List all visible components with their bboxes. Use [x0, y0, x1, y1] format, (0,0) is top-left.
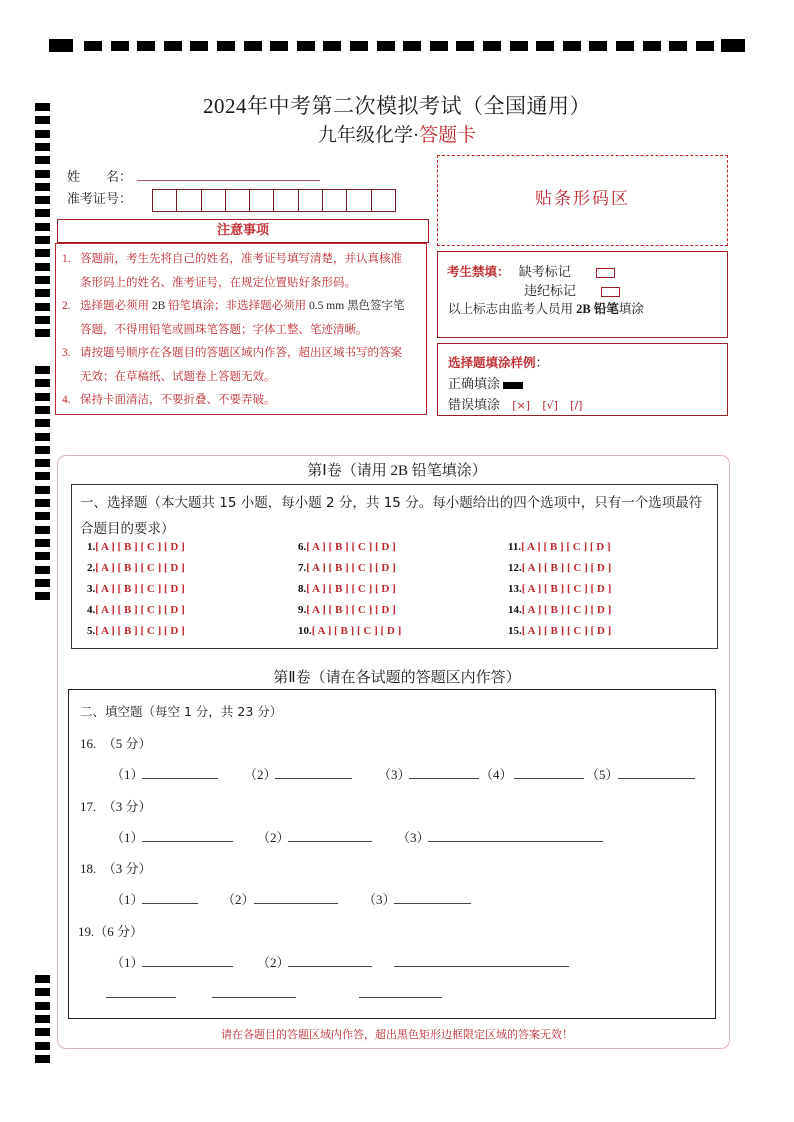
q18-part1-label: （1）	[111, 892, 144, 907]
q16-blank-2[interactable]	[275, 778, 352, 779]
timing-mark	[563, 41, 581, 51]
part1-title: 第Ⅰ卷（请用 2B 铅笔填涂）	[307, 463, 487, 479]
exam-id-boxes	[153, 189, 396, 212]
fill-in-blank-box	[68, 689, 716, 1019]
timing-mark	[35, 209, 50, 217]
q19-blank-1[interactable]	[142, 966, 233, 967]
mc-question-10	[298, 625, 401, 637]
q16-blank-4[interactable]	[514, 778, 584, 779]
timing-mark	[35, 156, 50, 164]
timing-mark	[49, 39, 73, 52]
question-number: 1.	[87, 541, 96, 553]
part2-title: 第Ⅱ卷（请在各试题的答题区内作答）	[273, 670, 521, 686]
q19-part1-label: （1）	[111, 955, 144, 970]
exam-id-digit-box[interactable]	[249, 189, 274, 212]
question-number: 10.	[298, 625, 312, 637]
q16-blank-3[interactable]	[409, 778, 479, 779]
question-number: 15.	[508, 625, 522, 637]
timing-mark	[350, 41, 368, 51]
timing-mark	[270, 41, 288, 51]
answer-options[interactable]: [ A ] [ B ] [ C ] [ D ]	[306, 562, 396, 574]
notice-heading: 注意事项	[57, 219, 429, 243]
q16-part2-label: （2）	[244, 767, 277, 782]
examiner-only-label: 考生禁填：	[447, 264, 510, 279]
timing-mark	[297, 41, 315, 51]
timing-mark	[35, 539, 50, 547]
fill-sample-box: 选择题填涂样例： 正确填涂 错误填涂 [×] [√] [/]	[437, 343, 728, 416]
timing-mark	[35, 379, 50, 387]
timing-mark	[35, 566, 50, 574]
timing-mark	[35, 303, 50, 311]
answer-options[interactable]: [ A ] [ B ] [ C ] [ D ]	[306, 604, 396, 616]
timing-mark	[323, 41, 341, 51]
timing-mark	[669, 41, 687, 51]
timing-mark	[35, 579, 50, 587]
q16-blank-1[interactable]	[142, 778, 218, 779]
question-number: 2.	[87, 562, 96, 574]
timing-mark	[35, 526, 50, 534]
timing-mark	[84, 41, 102, 51]
answer-options[interactable]: [ A ] [ B ] [ C ] [ D ]	[521, 562, 612, 574]
timing-mark	[35, 289, 50, 297]
timing-mark	[35, 329, 50, 337]
mc-question-3	[87, 583, 185, 595]
wrong-fill-slash: [/]	[570, 399, 583, 412]
correct-fill-label: 正确填涂	[448, 376, 501, 391]
timing-mark	[111, 41, 129, 51]
answer-options[interactable]: [ A ] [ B ] [ C ] [ D ]	[95, 625, 185, 637]
q17-part2-label: （2）	[257, 830, 290, 845]
notice-body	[55, 243, 427, 415]
notice-item-3: 3. 请按题号顺序在各题目的答题区域内作答，超出区域书写的答案 无效；在草稿纸、试题卷上答题无效。	[62, 347, 402, 383]
correct-fill-example	[503, 382, 523, 389]
q17-part1-label: （1）	[111, 830, 144, 845]
name-field[interactable]	[137, 180, 320, 181]
q18-blank-3[interactable]	[394, 903, 471, 904]
timing-mark	[35, 196, 50, 204]
answer-options[interactable]: [ A ] [ B ] [ C ] [ D ]	[306, 541, 396, 553]
q19-blank-2[interactable]	[288, 966, 372, 967]
q18-part2-label: （2）	[222, 892, 255, 907]
timing-mark	[35, 1042, 50, 1050]
exam-id-digit-box[interactable]	[371, 189, 396, 212]
absent-mark-label: 缺考标记	[518, 264, 571, 279]
q16-part5-label: （5）	[586, 767, 619, 782]
timing-mark	[35, 406, 50, 414]
exam-id-digit-box[interactable]	[201, 189, 226, 212]
wrong-fill-cross: [×]	[512, 399, 531, 412]
timing-mark	[510, 41, 528, 51]
q19-blank-6[interactable]	[359, 997, 442, 998]
timing-mark	[35, 316, 50, 324]
violation-mark-box[interactable]	[601, 287, 620, 297]
examiner-only-box: 考生禁填： 缺考标记 违纪标记 以上标志由监考人员用 2B 铅笔填涂	[437, 251, 728, 338]
timing-mark	[35, 223, 50, 231]
answer-options[interactable]: [ A ] [ B ] [ C ] [ D ]	[95, 583, 185, 595]
subtitle-subject: 九年级化学·	[317, 125, 420, 146]
mc-question-12	[508, 562, 611, 574]
examiner-note: 以上标志由监考人员用	[448, 302, 577, 316]
wrong-fill-label: 错误填涂	[448, 397, 501, 412]
mc-question-4	[87, 604, 185, 616]
timing-mark	[35, 183, 50, 191]
answer-options[interactable]: [ A ] [ B ] [ C ] [ D ]	[95, 562, 185, 574]
q19-blank-4[interactable]	[106, 997, 176, 998]
question-number: 12.	[508, 562, 522, 574]
timing-mark	[35, 170, 50, 178]
answer-options[interactable]: [ A ] [ B ] [ C ] [ D ]	[95, 541, 185, 553]
mc-question-11	[508, 541, 611, 553]
wrong-fill-check: [√]	[542, 399, 558, 412]
mc-question-1	[87, 541, 185, 553]
multiple-choice-heading: 一、选择题（本大题共 15 小题，每小题 2 分，共 15 分。每小题给出的四个选项中，只有一个选项最符 合题目的要求）	[80, 495, 703, 537]
mc-question-9	[298, 604, 396, 616]
exam-id-label: 准考证号：	[67, 191, 133, 206]
question-number: 9.	[298, 604, 307, 616]
q16-part4-label: （4）	[480, 767, 513, 782]
timing-mark	[403, 41, 421, 51]
notice-item-4: 4. 保持卡面清洁，不要折叠、不要弄破。	[62, 394, 276, 406]
q19-blank-3[interactable]	[394, 966, 569, 967]
question-number: 14.	[508, 604, 522, 616]
timing-mark	[643, 41, 661, 51]
exam-id-digit-box[interactable]	[346, 189, 371, 212]
q19-label: 19.（6 分）	[78, 924, 144, 939]
question-number: 5.	[87, 625, 96, 637]
mc-question-6	[298, 541, 396, 553]
question-number: 3.	[87, 583, 96, 595]
timing-mark	[377, 41, 395, 51]
timing-mark	[616, 41, 634, 51]
answer-options[interactable]: [ A ] [ B ] [ C ] [ D ]	[521, 541, 611, 553]
q17-label: 17. （3 分）	[80, 799, 152, 814]
answer-options[interactable]: [ A ] [ B ] [ C ] [ D ]	[521, 604, 612, 616]
timing-mark	[35, 592, 50, 600]
mc-question-8	[298, 583, 396, 595]
timing-mark	[35, 366, 50, 374]
timing-mark	[456, 41, 474, 51]
exam-id-digit-box[interactable]	[298, 189, 323, 212]
q16-part3-label: （3）	[378, 767, 411, 782]
timing-mark	[35, 419, 50, 427]
violation-mark-label: 违纪标记	[524, 283, 577, 298]
fill-in-heading: 二、填空题（每空 1 分，共 23 分）	[80, 704, 283, 719]
q17-part3-label: （3）	[397, 830, 430, 845]
question-number: 6.	[298, 541, 307, 553]
q17-blank-1[interactable]	[142, 841, 233, 842]
timing-mark	[696, 41, 714, 51]
page-subtitle	[0, 120, 794, 147]
mc-question-7	[298, 562, 396, 574]
q18-blank-2[interactable]	[254, 903, 338, 904]
timing-mark	[35, 1055, 50, 1063]
timing-mark	[35, 433, 50, 441]
timing-mark	[35, 1002, 50, 1010]
timing-mark	[721, 39, 745, 52]
answer-options[interactable]: [ A ] [ B ] [ C ] [ D ]	[306, 583, 396, 595]
timing-mark	[164, 41, 182, 51]
timing-mark	[35, 512, 50, 520]
mc-question-14	[508, 604, 611, 616]
exam-id-digit-box[interactable]	[273, 189, 298, 212]
question-number: 4.	[87, 604, 96, 616]
answer-options[interactable]: [ A ] [ B ] [ C ] [ D ]	[311, 625, 402, 637]
timing-mark	[35, 975, 50, 983]
timing-mark	[35, 236, 50, 244]
subtitle-card: 答题卡	[419, 125, 477, 146]
answer-options[interactable]: [ A ] [ B ] [ C ] [ D ]	[95, 604, 185, 616]
timing-mark	[536, 41, 554, 51]
mc-question-5	[87, 625, 185, 637]
answer-options[interactable]: [ A ] [ B ] [ C ] [ D ]	[521, 583, 612, 595]
notice-item-2: 2. 选择题必须用 2B 铅笔填涂；非选择题必须用 0.5 mm 黑色签字笔 答题，不得用铅笔或圆珠笔答题；字体工整、笔迹清晰。	[62, 300, 405, 336]
timing-mark	[589, 41, 607, 51]
timing-mark	[137, 41, 155, 51]
timing-mark	[35, 446, 50, 454]
q19-part2-label: （2）	[257, 955, 290, 970]
mc-question-13	[508, 583, 611, 595]
q16-label: 16. （5 分）	[80, 736, 152, 751]
q16-blank-5[interactable]	[618, 778, 695, 779]
question-number: 13.	[508, 583, 522, 595]
q18-blank-1[interactable]	[142, 903, 198, 904]
timing-mark	[35, 276, 50, 284]
q17-blank-2[interactable]	[288, 841, 372, 842]
timing-mark	[35, 249, 50, 257]
mc-question-2	[87, 562, 185, 574]
timing-mark	[35, 263, 50, 271]
timing-mark	[35, 1015, 50, 1023]
q18-part3-label: （3）	[363, 892, 396, 907]
q17-blank-3[interactable]	[428, 841, 603, 842]
timing-mark	[35, 499, 50, 507]
timing-mark	[35, 486, 50, 494]
timing-mark	[35, 552, 50, 560]
mc-question-15	[508, 625, 611, 637]
timing-mark	[190, 41, 208, 51]
question-number: 7.	[298, 562, 307, 574]
exam-id-digit-box[interactable]	[176, 189, 201, 212]
answer-options[interactable]: [ A ] [ B ] [ C ] [ D ]	[521, 625, 612, 637]
q19-blank-5[interactable]	[212, 997, 296, 998]
timing-mark	[35, 393, 50, 401]
barcode-area: 贴条形码区	[437, 155, 728, 246]
footer-warning: 请在各题目的答题区域内作答，超出黑色矩形边框限定区域的答案无效！	[221, 1029, 573, 1041]
fill-sample-label: 选择题填涂样例	[448, 355, 536, 370]
timing-mark	[483, 41, 501, 51]
page-title: 2024年中考第二次模拟考试（全国通用）	[203, 94, 591, 118]
q18-label: 18. （3 分）	[80, 861, 152, 876]
timing-mark	[244, 41, 262, 51]
exam-id-digit-box[interactable]	[152, 189, 177, 212]
timing-mark	[217, 41, 235, 51]
question-number: 11.	[508, 541, 522, 553]
timing-mark	[35, 988, 50, 996]
timing-mark	[430, 41, 448, 51]
name-label: 姓 名：	[67, 169, 133, 184]
exam-id-digit-box[interactable]	[225, 189, 250, 212]
exam-id-digit-box[interactable]	[322, 189, 347, 212]
absent-mark-box[interactable]	[596, 268, 615, 278]
notice-item-1: 1. 答题前，考生先将自己的姓名，准考证号填写清楚，并认真核准 条形码上的姓名、准考证号，在规定位置贴好条形码。	[62, 253, 402, 289]
question-number: 8.	[298, 583, 307, 595]
q16-part1-label: （1）	[111, 767, 144, 782]
